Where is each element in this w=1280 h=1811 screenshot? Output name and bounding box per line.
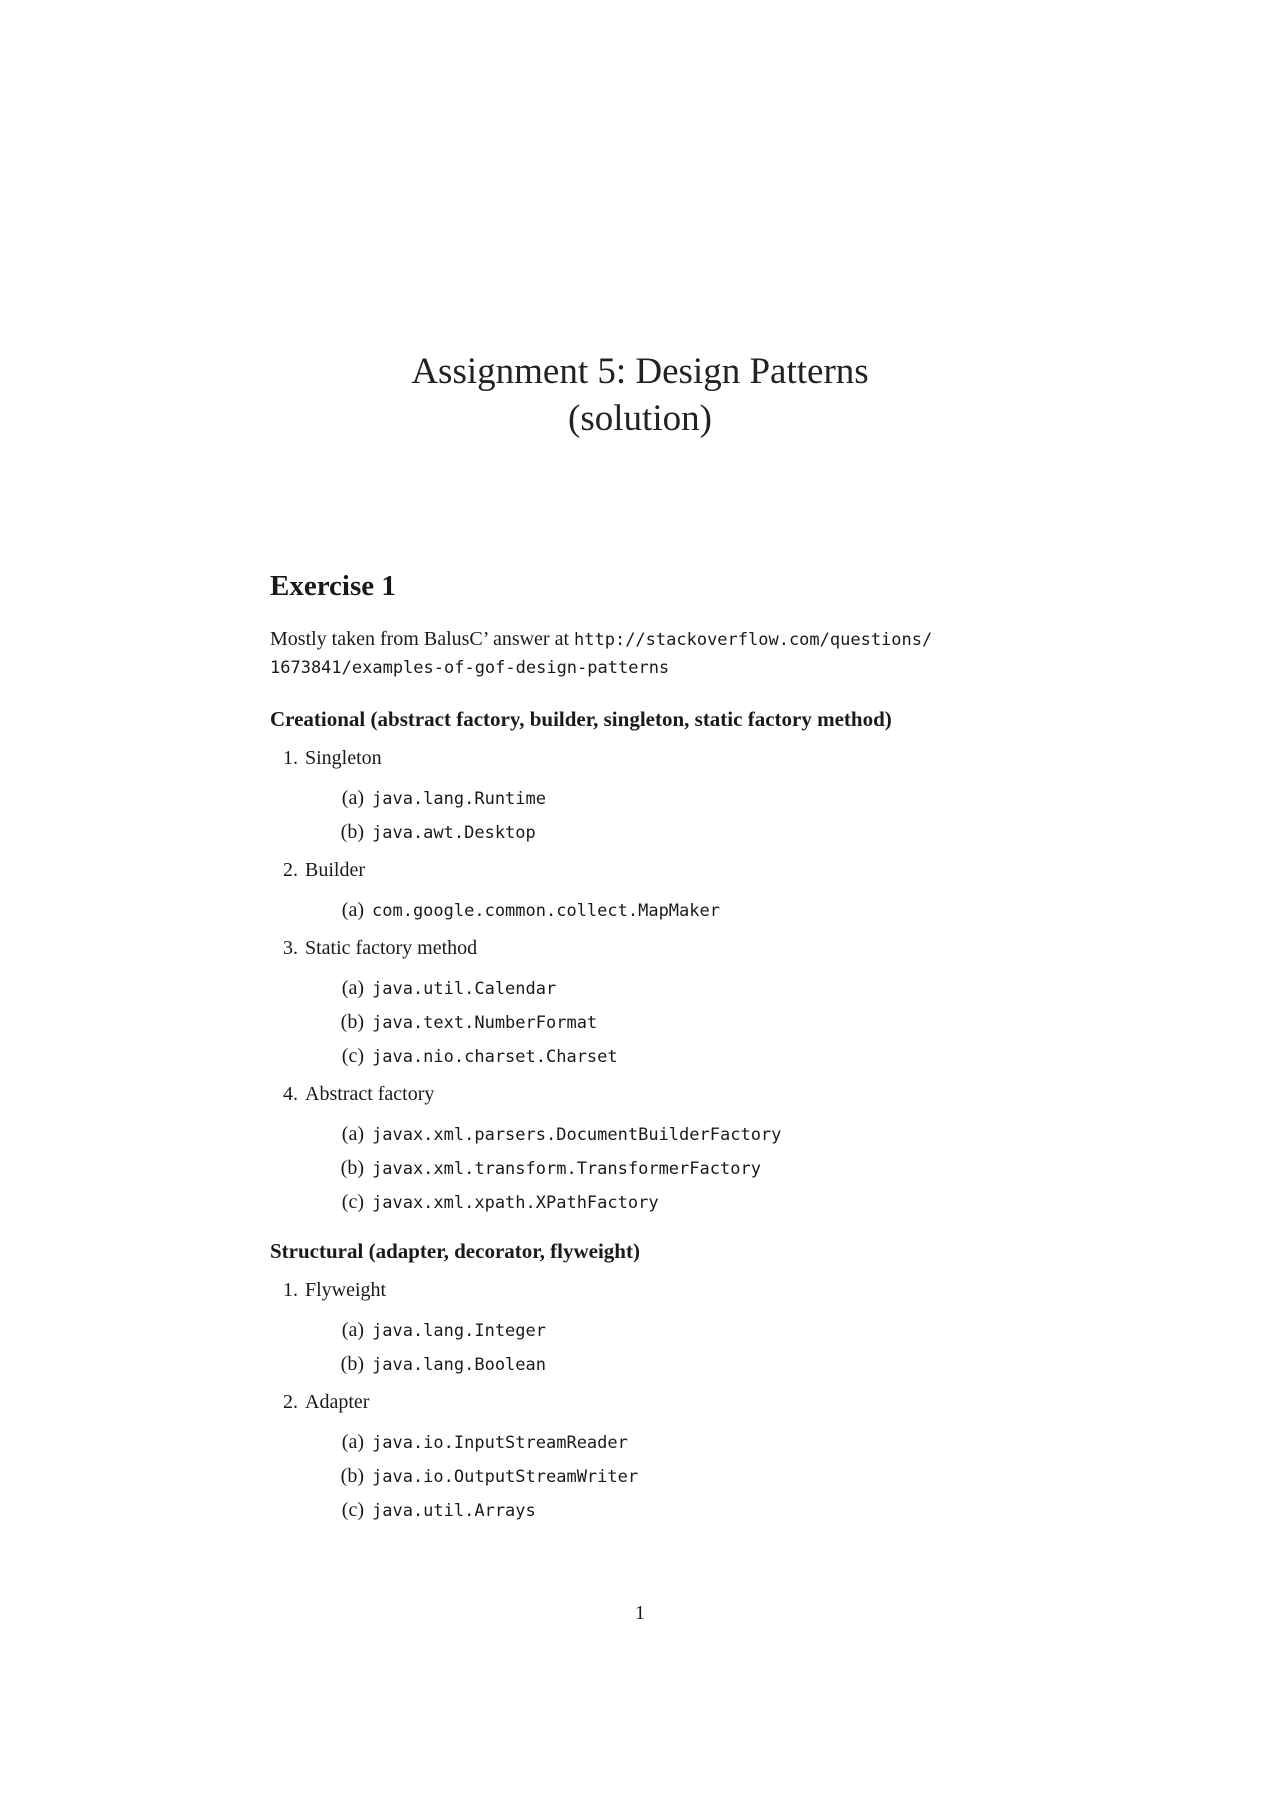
example-class-name: java.nio.charset.Charset bbox=[372, 1047, 618, 1067]
document-title bbox=[0, 348, 1280, 442]
pattern-head bbox=[270, 1277, 1030, 1303]
pattern-head bbox=[270, 1389, 1030, 1415]
example-label: (b) bbox=[340, 821, 364, 843]
title-line-2: (solution) bbox=[568, 398, 712, 439]
example-label: (c) bbox=[341, 1045, 364, 1067]
example-item bbox=[332, 1347, 1030, 1381]
example-class-name: javax.xml.transform.TransformerFactory bbox=[372, 1159, 761, 1179]
exercise-intro bbox=[270, 626, 1030, 682]
pattern-list bbox=[270, 1277, 1030, 1527]
example-class-name: java.util.Arrays bbox=[372, 1501, 536, 1521]
example-item bbox=[332, 815, 1030, 849]
intro-text: Mostly taken from BalusC’ answer at bbox=[270, 628, 575, 650]
example-label: (a) bbox=[341, 787, 364, 809]
pattern-number: 3. bbox=[283, 937, 298, 959]
example-item bbox=[332, 1313, 1030, 1347]
example-label: (c) bbox=[341, 1191, 364, 1213]
example-label: (b) bbox=[340, 1353, 364, 1375]
example-item bbox=[332, 1425, 1030, 1459]
pattern-item bbox=[270, 935, 1030, 1073]
example-list bbox=[270, 1425, 1030, 1527]
example-label: (b) bbox=[340, 1011, 364, 1033]
example-label: (a) bbox=[341, 1123, 364, 1145]
example-class-name: java.awt.Desktop bbox=[372, 823, 536, 843]
pattern-item bbox=[270, 745, 1030, 849]
example-label: (b) bbox=[340, 1465, 364, 1487]
example-class-name: java.io.InputStreamReader bbox=[372, 1433, 628, 1453]
intro-url-part-2: 1673841/examples-of-gof-design-patterns bbox=[270, 658, 670, 678]
example-label: (a) bbox=[341, 1319, 364, 1341]
example-list bbox=[270, 1313, 1030, 1381]
example-item bbox=[332, 893, 1030, 927]
pattern-head bbox=[270, 745, 1030, 771]
example-class-name: java.lang.Integer bbox=[372, 1321, 546, 1341]
example-class-name: java.lang.Boolean bbox=[372, 1355, 546, 1375]
example-list bbox=[270, 893, 1030, 927]
section-heading: Creational (abstract factory, builder, singleton, static factory method) bbox=[270, 707, 892, 731]
page-number: 1 bbox=[635, 1602, 645, 1624]
example-label: (a) bbox=[341, 1431, 364, 1453]
example-item bbox=[332, 1151, 1030, 1185]
example-item bbox=[332, 971, 1030, 1005]
pattern-name: Abstract factory bbox=[305, 1083, 435, 1105]
example-class-name: java.util.Calendar bbox=[372, 979, 557, 999]
example-item bbox=[332, 1117, 1030, 1151]
sections-container bbox=[270, 705, 1030, 1527]
example-label: (a) bbox=[341, 899, 364, 921]
pattern-name: Singleton bbox=[305, 747, 382, 769]
example-item bbox=[332, 1459, 1030, 1493]
pattern-name: Builder bbox=[305, 859, 365, 881]
pattern-head bbox=[270, 935, 1030, 961]
example-class-name: javax.xml.xpath.XPathFactory bbox=[372, 1193, 659, 1213]
section-heading: Structural (adapter, decorator, flyweight) bbox=[270, 1239, 640, 1263]
pattern-item bbox=[270, 857, 1030, 927]
pattern-item bbox=[270, 1081, 1030, 1219]
intro-url-part-1: http://stackoverflow.com/questions/ bbox=[574, 630, 933, 650]
example-class-name: java.io.OutputStreamWriter bbox=[372, 1467, 639, 1487]
pattern-number: 1. bbox=[283, 1279, 298, 1301]
document-body bbox=[270, 568, 1030, 1535]
pattern-head bbox=[270, 857, 1030, 883]
pattern-number: 4. bbox=[283, 1083, 298, 1105]
example-item bbox=[332, 1039, 1030, 1073]
example-item bbox=[332, 1185, 1030, 1219]
pattern-head bbox=[270, 1081, 1030, 1107]
example-list bbox=[270, 781, 1030, 849]
example-label: (b) bbox=[340, 1157, 364, 1179]
pattern-item bbox=[270, 1389, 1030, 1527]
exercise-heading: Exercise 1 bbox=[270, 570, 396, 602]
pattern-list bbox=[270, 745, 1030, 1219]
example-item bbox=[332, 781, 1030, 815]
pattern-number: 2. bbox=[283, 1391, 298, 1413]
pattern-number: 1. bbox=[283, 747, 298, 769]
pattern-name: Adapter bbox=[305, 1391, 370, 1413]
example-label: (a) bbox=[341, 977, 364, 999]
example-label: (c) bbox=[341, 1499, 364, 1521]
pattern-number: 2. bbox=[283, 859, 298, 881]
example-list bbox=[270, 971, 1030, 1073]
example-class-name: java.lang.Runtime bbox=[372, 789, 546, 809]
pattern-name: Static factory method bbox=[305, 937, 478, 959]
title-line-1: Assignment 5: Design Patterns bbox=[411, 351, 869, 392]
example-class-name: javax.xml.parsers.DocumentBuilderFactory bbox=[372, 1125, 782, 1145]
example-list bbox=[270, 1117, 1030, 1219]
pattern-name: Flyweight bbox=[305, 1279, 387, 1301]
example-class-name: java.text.NumberFormat bbox=[372, 1013, 598, 1033]
example-item bbox=[332, 1005, 1030, 1039]
example-item bbox=[332, 1493, 1030, 1527]
pattern-item bbox=[270, 1277, 1030, 1381]
example-class-name: com.google.common.collect.MapMaker bbox=[372, 901, 720, 921]
